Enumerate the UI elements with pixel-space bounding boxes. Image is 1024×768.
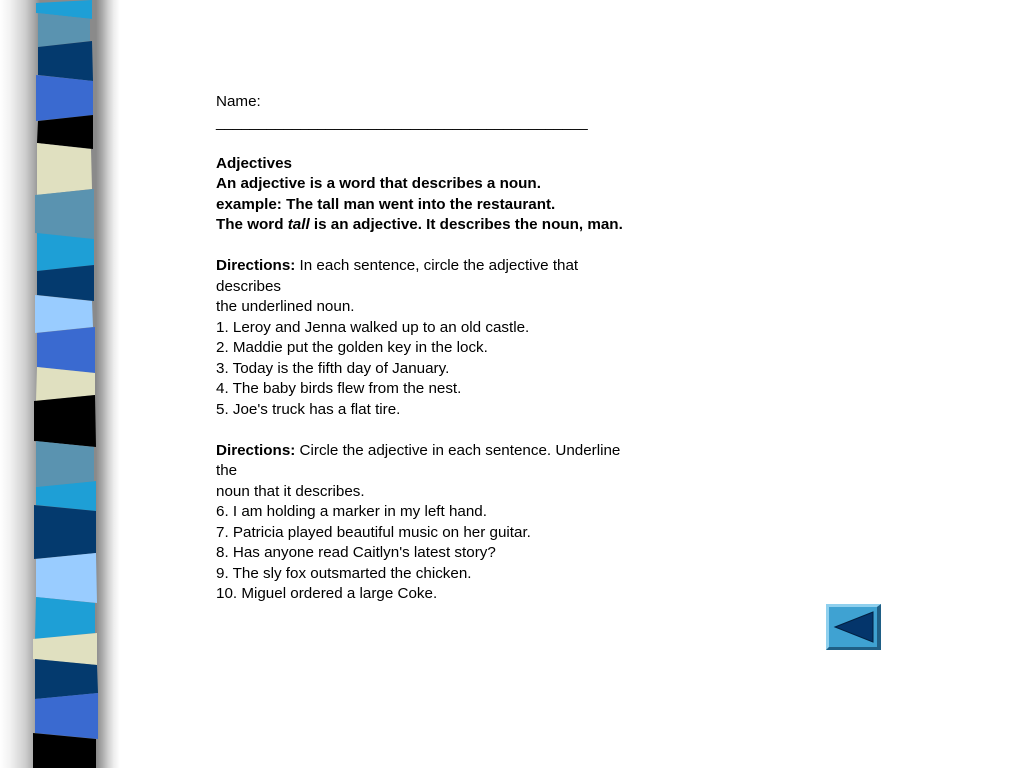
strip-band	[35, 189, 94, 239]
explanation	[216, 215, 686, 236]
list-item: 10. Miguel ordered a large Coke.	[216, 585, 438, 602]
strip-band	[36, 553, 97, 603]
list-item: 8. Has anyone read Caitlyn's latest story?	[216, 544, 496, 561]
strip-band	[36, 75, 93, 121]
strip-band	[37, 233, 94, 271]
directions-1-text: In each sentence, circle the adjective that	[295, 257, 579, 274]
directions-2	[216, 441, 686, 462]
strip-band	[35, 597, 95, 639]
strip-band	[34, 505, 96, 559]
list-item: 9. The sly fox outsmarted the chicken.	[216, 564, 472, 582]
strip-band	[37, 115, 93, 149]
strip-band	[35, 693, 98, 739]
decorative-color-strip	[0, 0, 120, 768]
directions-1-line2: describes	[216, 277, 281, 295]
strip-band	[37, 327, 95, 373]
strip-band	[37, 265, 94, 301]
strip-band	[33, 733, 96, 768]
list-item: 7. Patricia played beautiful music on her guitar.	[216, 523, 531, 541]
definition: An adjective is a word that describes a noun.	[216, 175, 541, 192]
directions-2-line2: the	[216, 462, 238, 479]
list-item: 5. Joe's truck has a flat tire.	[216, 400, 401, 418]
example-sentence: example: The tall man went into the restaurant.	[216, 195, 556, 213]
strip-band	[37, 143, 92, 195]
list-item: 4. The baby birds flew from the nest.	[216, 380, 462, 397]
strip-band	[35, 295, 93, 333]
explanation-prefix: The word	[216, 216, 288, 233]
name-line: ____________________________________________	[216, 113, 588, 131]
explanation-suffix: is an adjective. It describes the noun, man.	[309, 216, 623, 233]
strip-band	[34, 395, 96, 447]
strip-band	[38, 13, 90, 47]
back-button[interactable]	[826, 604, 881, 650]
directions-1	[216, 256, 686, 277]
list-item: 1. Leroy and Jenna walked up to an old castle.	[216, 318, 530, 336]
worksheet-content	[216, 92, 686, 605]
directions-2-line3: noun that it describes.	[216, 482, 365, 500]
strip-band	[35, 659, 98, 699]
strip-band	[36, 441, 94, 487]
directions-1-line3: the underlined noun.	[216, 298, 355, 315]
strip-band	[38, 41, 93, 81]
list-item: 6. I am holding a marker in my left hand.	[216, 503, 487, 520]
name-label: Name:	[216, 93, 261, 110]
worksheet-title: Adjectives	[216, 154, 292, 172]
list-item: 3. Today is the fifth day of January.	[216, 359, 450, 377]
directions-1-label: Directions:	[216, 257, 296, 274]
directions-2-text: Circle the adjective in each sentence. Underline	[295, 441, 621, 459]
list-item: 2. Maddie put the golden key in the lock.	[216, 339, 488, 356]
directions-2-label: Directions:	[216, 441, 296, 459]
explanation-word: tall	[287, 216, 310, 233]
triangle-left-icon	[826, 604, 881, 650]
